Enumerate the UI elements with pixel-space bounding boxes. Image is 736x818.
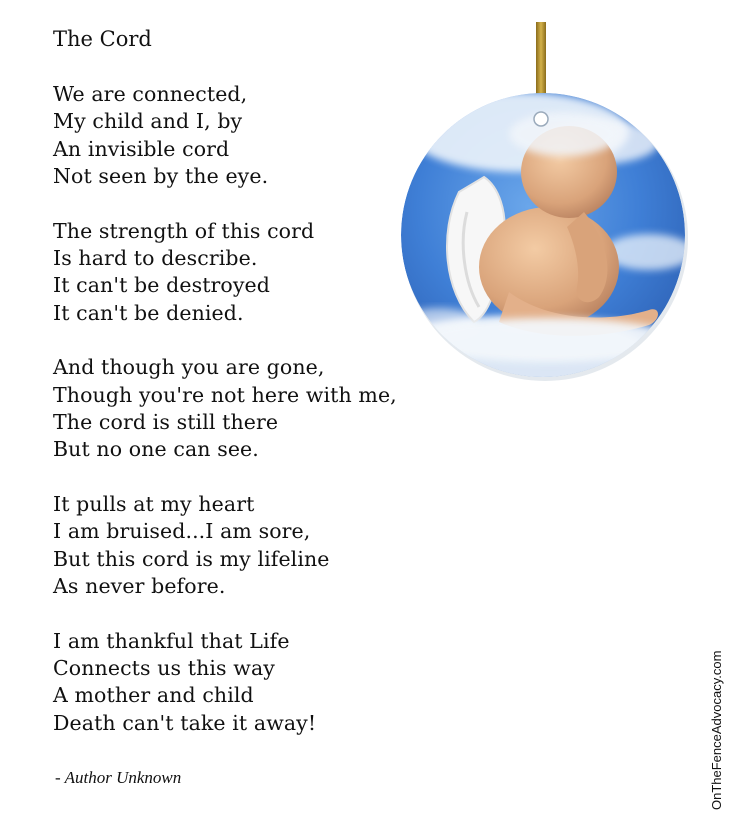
stanza-5	[53, 628, 433, 738]
poem-line: An invisible cord	[53, 136, 230, 161]
poem-line: A mother and child	[53, 683, 254, 708]
stanza-2	[53, 218, 433, 328]
poem-attribution: - Author Unknown	[55, 768, 182, 787]
poem-title: The Cord	[53, 27, 152, 51]
poem-line: Though you're not here with me,	[53, 382, 397, 407]
poem-line: Is hard to describe.	[53, 246, 258, 271]
poem-line: I am thankful that Life	[53, 628, 290, 653]
poem-line: But this cord is my lifeline	[53, 546, 330, 571]
angel-baby-ornament	[399, 22, 691, 382]
poem-line: The strength of this cord	[53, 218, 315, 243]
poem-line: Death can't take it away!	[53, 710, 317, 735]
poem-line: And though you are gone,	[53, 355, 325, 380]
poem-line: We are connected,	[53, 82, 248, 106]
poem-line: The cord is still there	[53, 410, 279, 435]
poem-line: It can't be denied.	[53, 300, 244, 325]
stanza-3	[53, 354, 433, 464]
poem-line: Not seen by the eye.	[53, 164, 269, 189]
poem-line: As never before.	[53, 574, 226, 599]
poem-line: Connects us this way	[53, 655, 275, 680]
poem-body	[53, 81, 433, 764]
poem-line: But no one can see.	[53, 437, 259, 462]
stanza-4	[53, 491, 433, 601]
poem-line: It can't be destroyed	[53, 273, 271, 298]
poem-line: My child and I, by	[53, 109, 243, 134]
poem-line: It pulls at my heart	[53, 491, 255, 516]
poem-line: I am bruised...I am sore,	[53, 519, 311, 544]
site-watermark: OnTheFenceAdvocacy.com	[709, 650, 724, 810]
stanza-1	[53, 81, 433, 191]
